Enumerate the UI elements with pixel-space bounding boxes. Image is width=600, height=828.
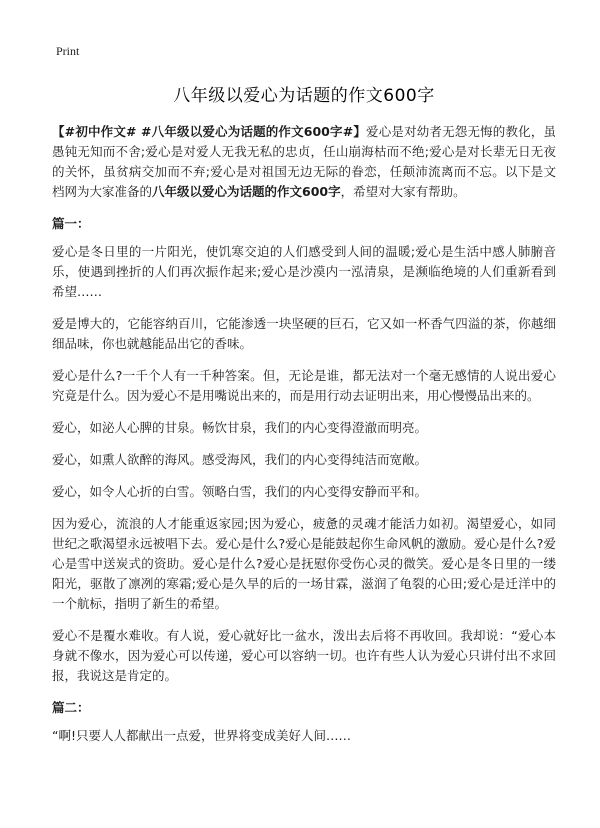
intro-tag: 【#初中作文# #八年级以爱心为话题的作文600字#】 [52, 124, 367, 139]
section-1-paragraph: 爱心，如熏人欲醉的海风。感受海风，我们的内心变得纯洁而宽敞。 [52, 452, 428, 467]
section-2-heading: 篇二： [52, 700, 90, 715]
section-1-paragraph: 爱心不是覆水难收。有人说，爱心就好比一盆水，泼出去后将不再收回。我却说：“爱心本身就不像水，因为爱心可以传递，爱心可以容纳一切。也许有些人认为爱心只讲付出不求回报，我说这是肯定的。 [52, 628, 556, 683]
intro-text-1: 爱心是对幼者无怨无悔的教化，虽愚钝无知而不舍;爱心是对爱人无我无私的忠贞，任山崩海枯而不绝;爱心是对长辈无日无夜的关怀，虽贫病交加而不弃;爱心是对祖国无边无际的眷恋，任颠沛流离而不忘。以下是文档网为大家准备的 [52, 124, 556, 199]
intro-text-2: ，希望对大家有帮助。 [340, 184, 466, 199]
section-1-paragraph: 爱心是冬日里的一片阳光，使饥寒交迫的人们感受到人间的温暖;爱心是生活中感人肺腑音乐，使遇到挫折的人们再次振作起来;爱心是沙漠内一泓清泉，是濒临绝境的人们重新看到希望…… [52, 244, 556, 299]
section-1-paragraph: 爱心，如泌人心脾的甘泉。畅饮甘泉，我们的内心变得澄澈而明亮。 [52, 420, 428, 435]
document-title: 八年级以爱心为话题的作文600字 [173, 86, 435, 106]
section-1-paragraph: 因为爱心，流浪的人才能重返家园;因为爱心，疲惫的灵魂才能活力如初。渴望爱心，如同世纪之歌渴望永远被唱下去。爱心是什么?爱心是能鼓起你生命风帆的激励。爱心是什么?爱心是雪中送炭式的资助。爱心是什么?爱心是抚慰你受伤心灵的微笑。爱心是冬日里的一缕阳光，驱散了凛冽的寒霜;爱心是久旱的后的一场甘霖，滋润了龟裂的心田;爱心是迁洋中的一个航标，指明了新生的希望。 [52, 516, 556, 611]
section-2-paragraph: “啊!只要人人都献出一点爱，世界将变成美好人间…… [52, 728, 351, 743]
section-1-paragraph: 爱是博大的，它能容纳百川，它能渗透一块坚硬的巨石，它又如一杯香气四溢的茶，你越细细品味，你也就越能品出它的香味。 [52, 316, 556, 351]
intro-bold-title: 八年级以爱心为话题的作文600字 [152, 184, 341, 199]
intro-paragraph [52, 122, 556, 202]
section-1-heading: 篇一： [52, 216, 90, 231]
section-1-paragraph: 爱心是什么?一千个人有一千种答案。但，无论是谁，都无法对一个毫无感情的人说出爱心究竟是什么。因为爱心不是用嘴说出来的，而是用行动去证明出来，用心慢慢品出来的。 [52, 368, 556, 403]
section-1-paragraph: 爱心，如令人心折的白雪。领略白雪，我们的内心变得安静而平和。 [52, 484, 428, 499]
print-label[interactable]: Print [56, 44, 80, 58]
